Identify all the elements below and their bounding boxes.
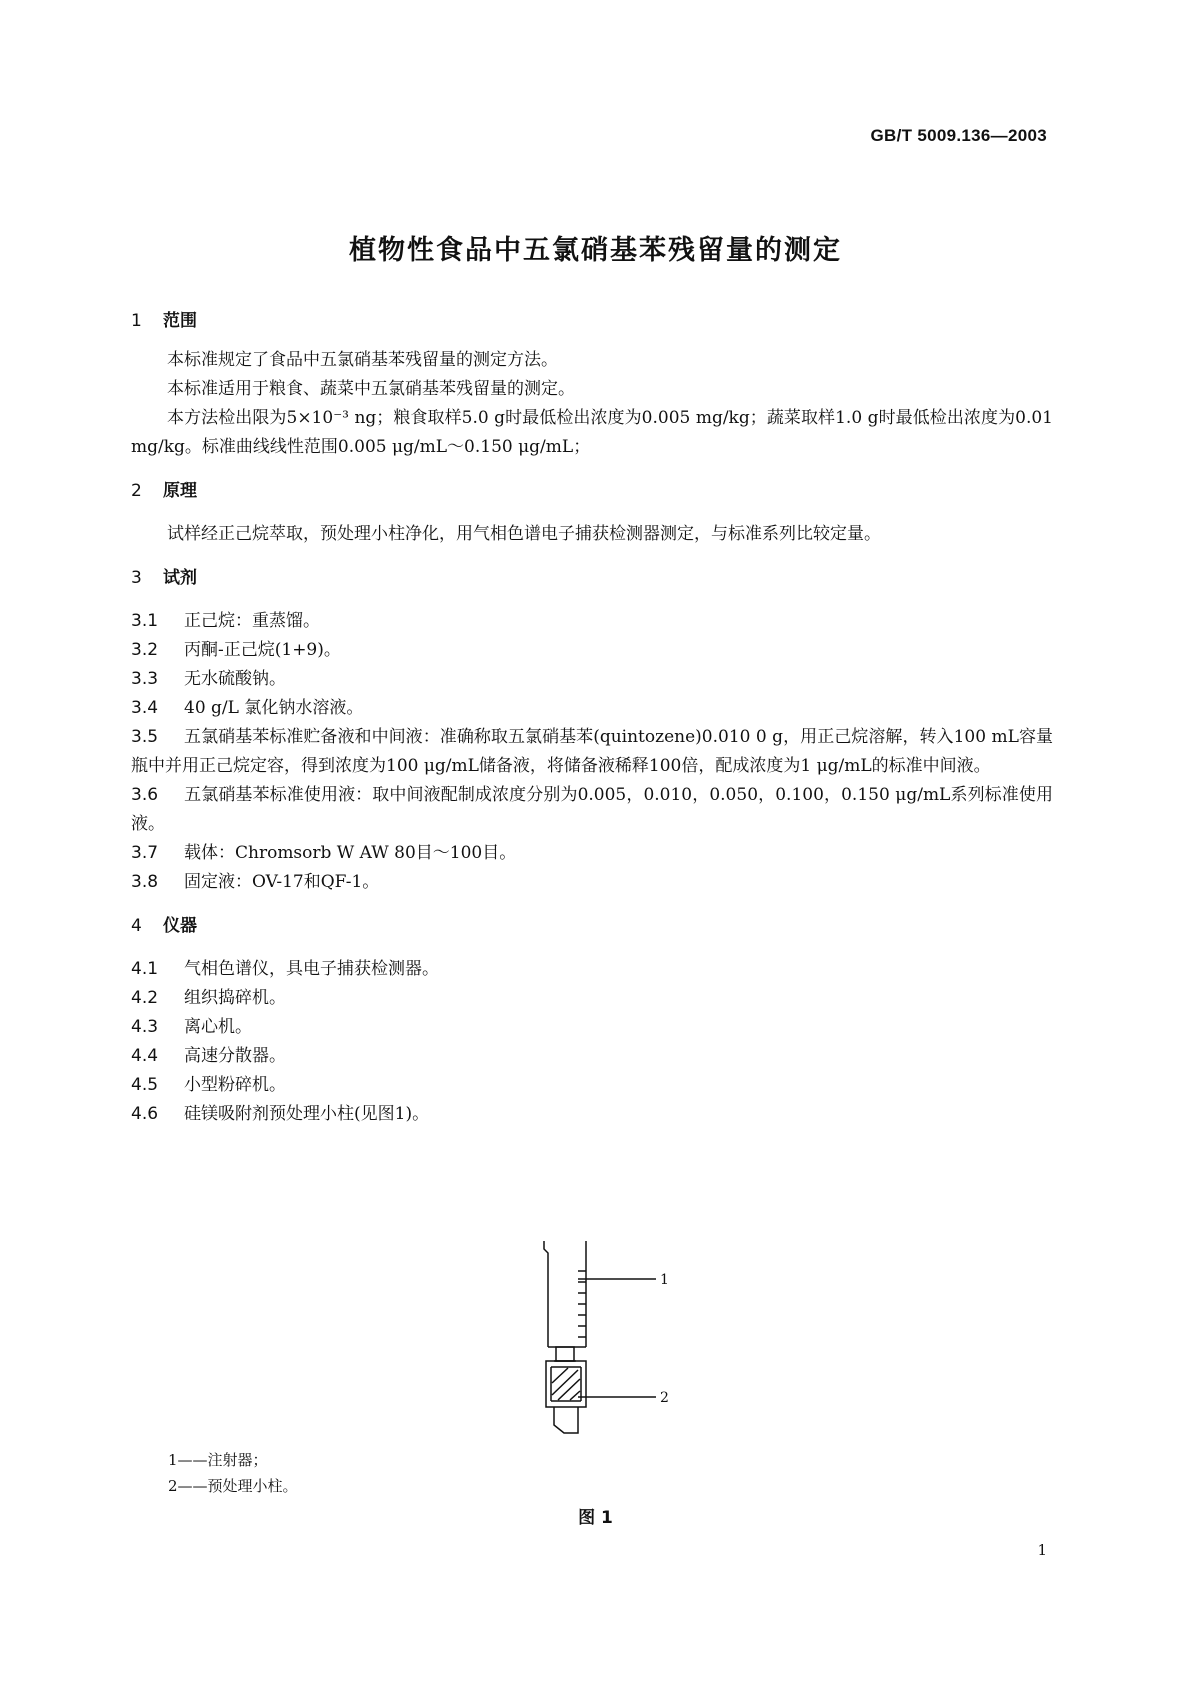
page-number: 1 bbox=[1037, 1541, 1047, 1559]
item-text: 高速分散器。 bbox=[184, 1046, 286, 1066]
item-text: 离心机。 bbox=[184, 1017, 252, 1037]
item-number: 3.3 bbox=[131, 669, 159, 689]
document-body bbox=[131, 310, 1053, 1129]
document-title: 植物性食品中五氯硝基苯残留量的测定 bbox=[349, 235, 842, 266]
scope-paragraph-2: 本标准适用于粮食、蔬菜中五氯硝基苯残留量的测定。 bbox=[167, 379, 575, 399]
item-number: 4.2 bbox=[131, 988, 159, 1008]
apparatus-item bbox=[131, 955, 1053, 984]
section-3-heading bbox=[131, 567, 1053, 589]
reagent-item bbox=[131, 636, 1053, 665]
section-4-heading bbox=[131, 915, 1053, 937]
item-number: 4.6 bbox=[131, 1104, 159, 1124]
apparatus-item bbox=[131, 984, 1053, 1013]
legend-item: 1——注射器； bbox=[168, 1451, 268, 1469]
item-number: 3.6 bbox=[131, 785, 159, 805]
section-number: 1 bbox=[131, 311, 142, 331]
item-number: 4.4 bbox=[131, 1046, 159, 1066]
item-number: 4.5 bbox=[131, 1075, 159, 1095]
item-number: 3.5 bbox=[131, 727, 159, 747]
section-number: 3 bbox=[131, 568, 142, 588]
reagent-item bbox=[131, 665, 1053, 694]
item-text: 40 g/L 氯化钠水溶液。 bbox=[184, 698, 364, 718]
figure-legend bbox=[168, 1447, 298, 1499]
item-number: 3.7 bbox=[131, 843, 159, 863]
principle-paragraph: 试样经正己烷萃取，预处理小柱净化，用气相色谱电子捕获检测器测定，与标准系列比较定量。 bbox=[167, 524, 881, 544]
item-text: 组织捣碎机。 bbox=[184, 988, 286, 1008]
section-title: 仪器 bbox=[163, 916, 197, 936]
cartridge-body bbox=[546, 1361, 586, 1407]
apparatus-item bbox=[131, 1100, 1053, 1129]
item-text: 无水硫酸钠。 bbox=[184, 669, 286, 689]
callout-1: 1 bbox=[660, 1272, 669, 1288]
section-1-heading bbox=[131, 310, 1053, 332]
reagent-item bbox=[131, 839, 1053, 868]
item-text: 硅镁吸附剂预处理小柱(见图1)。 bbox=[184, 1104, 430, 1124]
reagent-item bbox=[131, 723, 1053, 781]
section-number: 2 bbox=[131, 481, 142, 501]
item-number: 4.3 bbox=[131, 1017, 159, 1037]
apparatus-item bbox=[131, 1071, 1053, 1100]
item-text: 五氯硝基苯标准使用液：取中间液配制成浓度分别为0.005，0.010，0.050，0.100，0.150 μg/mL系列标准使用液。 bbox=[131, 785, 1053, 834]
scope-paragraph-1: 本标准规定了食品中五氯硝基苯残留量的测定方法。 bbox=[167, 350, 558, 370]
item-text: 固定液：OV-17和QF-1。 bbox=[184, 872, 380, 892]
syringe-barrel bbox=[544, 1241, 586, 1347]
reagent-item bbox=[131, 607, 1053, 636]
item-text: 小型粉碎机。 bbox=[184, 1075, 286, 1095]
item-text: 气相色谱仪，具电子捕获检测器。 bbox=[184, 959, 439, 979]
apparatus-item bbox=[131, 1042, 1053, 1071]
apparatus-item bbox=[131, 1013, 1053, 1042]
legend-item: 2——预处理小柱。 bbox=[168, 1477, 298, 1495]
standard-code: GB/T 5009.136—2003 bbox=[870, 126, 1047, 145]
reagent-item bbox=[131, 694, 1053, 723]
figure-caption: 图 1 bbox=[578, 1508, 613, 1528]
syringe-cartridge-diagram bbox=[530, 1237, 670, 1437]
item-text: 五氯硝基苯标准贮备液和中间液：准确称取五氯硝基苯(quintozene)0.010 0 g，用正己烷溶解，转入100 mL容量瓶中并用正己烷定容，得到浓度为100 μg/mL储备液，将储备液稀释100倍，配成浓度为1 μg/mL的标准中间液。 bbox=[131, 727, 1053, 776]
item-number: 3.1 bbox=[131, 611, 159, 631]
item-text: 正己烷：重蒸馏。 bbox=[184, 611, 320, 631]
item-number: 3.4 bbox=[131, 698, 159, 718]
callout-2: 2 bbox=[660, 1390, 669, 1406]
item-text: 丙酮-正己烷(1+9)。 bbox=[184, 640, 341, 660]
section-number: 4 bbox=[131, 916, 142, 936]
scope-paragraph-3: 本方法检出限为5×10⁻³ ng；粮食取样5.0 g时最低检出浓度为0.005 mg/kg；蔬菜取样1.0 g时最低检出浓度为0.01 mg/kg。标准曲线线性范围0.005 μg/mL～0.150 μg/mL； bbox=[131, 408, 1053, 457]
reagent-item bbox=[131, 781, 1053, 839]
figure-1 bbox=[530, 1237, 670, 1437]
item-number: 3.8 bbox=[131, 872, 159, 892]
reagent-item bbox=[131, 868, 1053, 897]
section-title: 原理 bbox=[163, 481, 197, 501]
section-2-heading bbox=[131, 480, 1053, 502]
syringe-tip bbox=[556, 1347, 574, 1361]
item-text: 载体：Chromsorb W AW 80目～100目。 bbox=[184, 843, 517, 863]
item-number: 3.2 bbox=[131, 640, 159, 660]
item-number: 4.1 bbox=[131, 959, 159, 979]
section-title: 试剂 bbox=[163, 568, 197, 588]
section-title: 范围 bbox=[163, 311, 197, 331]
cartridge-outlet bbox=[554, 1407, 578, 1433]
